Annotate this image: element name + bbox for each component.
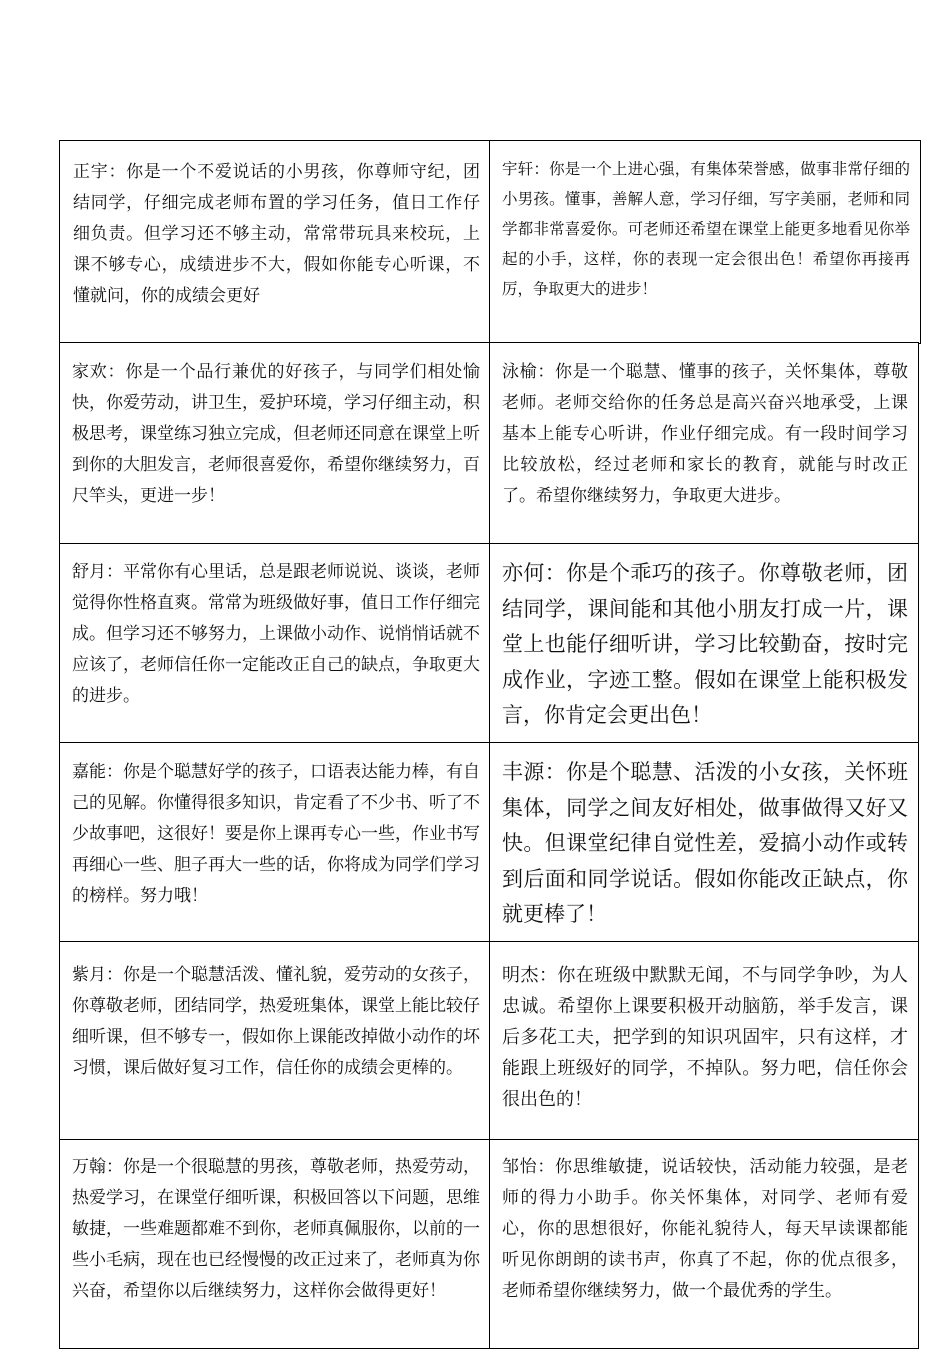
comment-cell-shuyue — [59, 543, 491, 743]
comment-text: 万翰：你是一个很聪慧的男孩，尊敬老师，热爱劳动，热爱学习，在课堂仔细听课，积极回答以下问题，思维敏捷，一些难题都难不到你，老师真佩服你，以前的一些小毛病，现在也已经慢慢的改正过来了，老师真为你兴奋，希望你以后继续努力，这样你会做得更好！ — [72, 1157, 480, 1301]
comment-cell-yuxuan — [489, 140, 921, 344]
comment-text: 丰源：你是个聪慧、活泼的小女孩，关怀班集体，同学之间友好相处，做事做得又好又快。但课堂纪律自觉性差，爱搞小动作或转到后面和同学说话。假如你能改正缺点，你就更棒了！ — [502, 760, 908, 926]
comment-text: 舒月：平常你有心里话，总是跟老师说说、谈谈，老师觉得你性格直爽。常常为班级做好事，值日工作仔细完成。但学习还不够努力，上课做小动作、说悄悄话就不应该了，老师信任你一定能改正自己的缺点，争取更大的进步。 — [72, 562, 480, 706]
comment-text: 明杰：你在班级中默默无闻，不与同学争吵，为人忠诚。希望你上课要积极开动脑筋，举手发言，课后多花工夫，把学到的知识巩固牢，只有这样，才能跟上班级好的同学，不掉队。努力吧，信任你会很出色的！ — [502, 965, 908, 1110]
comment-cell-ziyue — [59, 941, 491, 1140]
comment-cell-zhengyu — [59, 140, 491, 344]
comment-cell-jianeng — [59, 742, 491, 942]
comment-text: 正宇：你是一个不爱说话的小男孩，你尊师守纪，团结同学，仔细完成老师布置的学习任务，值日工作仔细负责。但学习还不够主动，常常带玩具来校玩，上课不够专心，成绩进步不大，假如你能专心听课，不懂就问，你的成绩会更好 — [73, 162, 480, 306]
comment-cell-yongyu — [489, 342, 919, 544]
comment-text: 紫月：你是一个聪慧活泼、懂礼貌，爱劳动的女孩子，你尊敬老师，团结同学，热爱班集体，课堂上能比较仔细听课，但不够专一，假如你上课能改掉做小动作的坏习惯，课后做好复习工作，信任你的成绩会更棒的。 — [72, 965, 480, 1078]
comment-text: 宇轩：你是一个上进心强，有集体荣誉感，做事非常仔细的小男孩。懂事，善解人意，学习仔细，写字美丽，老师和同学都非常喜爱你。可老师还希望在课堂上能更多地看见你举起的小手，这样，你的表现一定会很出色！希望你再接再厉，争取更大的进步！ — [502, 160, 910, 298]
comment-cell-jiahuan — [59, 342, 491, 544]
comment-text: 家欢：你是一个品行兼优的好孩子，与同学们相处愉快，你爱劳动，讲卫生，爱护环境，学习仔细主动，积极思考，课堂练习独立完成，但老师还同意在课堂上听到你的大胆发言，老师很喜爱你，希望你继续努力，百尺竿头，更进一步！ — [72, 362, 480, 506]
comment-cell-fengyuan — [489, 742, 919, 942]
comment-text: 泳榆：你是一个聪慧、懂事的孩子，关怀集体，尊敬老师。老师交给你的任务总是高兴奋兴地承受，上课基本上能专心听讲，作业仔细完成。有一段时间学习比较放松，经过老师和家长的教育，就能与时改正了。希望你继续努力，争取更大进步。 — [502, 362, 908, 506]
comment-cell-wanhan — [59, 1139, 491, 1349]
comment-text: 邹怡：你思维敏捷，说话较快，活动能力较强，是老师的得力小助手。你关怀集体，对同学、老师有爱心，你的思想很好，你能礼貌待人，每天早读课都能听见你朗朗的读书声，你真了不起，你的优点很多，老师希望你继续努力，做一个最优秀的学生。 — [502, 1157, 908, 1301]
comment-cell-yihe — [489, 543, 919, 743]
comment-cell-mingjie — [489, 941, 919, 1140]
comment-cell-zouyi — [489, 1139, 919, 1349]
comment-text: 亦何：你是个乖巧的孩子。你尊敬老师，团结同学，课间能和其他小朋友打成一片，课堂上也能仔细听讲，学习比较勤奋，按时完成作业，字迹工整。假如在课堂上能积极发言，你肯定会更出色！ — [502, 561, 908, 727]
comment-text: 嘉能：你是个聪慧好学的孩子，口语表达能力棒，有自己的见解。你懂得很多知识，肯定看了不少书、听了不少故事吧，这很好！要是你上课再专心一些，作业书写再细心一些、胆子再大一些的话，你将成为同学们学习的榜样。努力哦！ — [72, 762, 480, 906]
